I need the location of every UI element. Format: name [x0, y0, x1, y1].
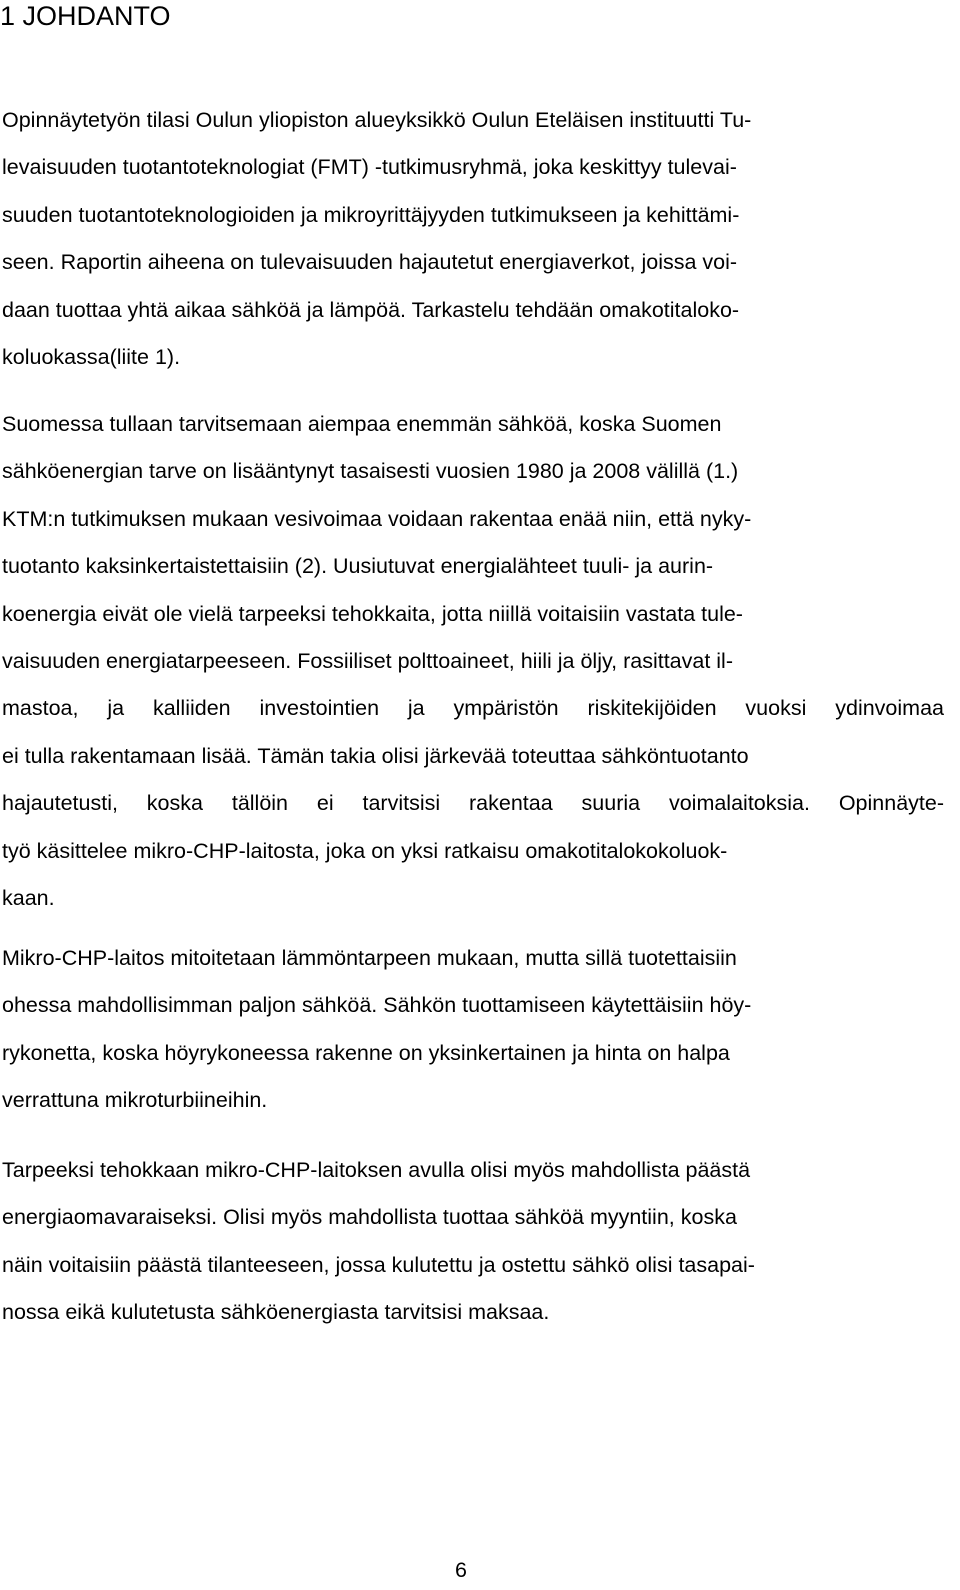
text-line: sähköenergian tarve on lisääntynyt tasaisesti vuosien 1980 ja 2008 välillä (1.) — [2, 459, 739, 484]
text-line: ohessa mahdollisimman paljon sähköä. Sähkön tuottamiseen käytettäisiin höy- — [2, 993, 752, 1018]
text-line: koenergia eivät ole vielä tarpeeksi tehokkaita, jotta niillä voitaisiin vastata tule- — [2, 601, 743, 626]
text-line: energiaomavaraiseksi. Olisi myös mahdollista tuottaa sähköä myyntiin, koska — [2, 1205, 737, 1230]
text-line: työ käsittelee mikro-CHP-laitosta, joka on yksi ratkaisu omakotitalokokoluok- — [2, 838, 728, 863]
text-line: KTM:n tutkimuksen mukaan vesivoimaa voidaan rakentaa enää niin, että nyky- — [2, 506, 752, 531]
text-line: Opinnäytetyön tilasi Oulun yliopiston alueyksikkö Oulun Eteläisen instituutti Tu- — [2, 108, 752, 132]
text-line: suuden tuotantoteknologioiden ja mikroyrittäjyyden tutkimukseen ja kehittämi- — [2, 202, 740, 227]
text-line: hajautetusti, koska tällöin ei tarvitsisi rakentaa suuria voimalaitoksia. Opinnäyte- — [2, 791, 944, 816]
text-line: tuotanto kaksinkertaistettaisiin (2). Uusiutuvat energialähteet tuuli- ja aurin- — [2, 554, 714, 579]
text-line: verrattuna mikroturbiineihin. — [2, 1088, 268, 1113]
text-line: seen. Raportin aiheena on tulevaisuuden hajautetut energiaverkot, joissa voi- — [2, 250, 738, 275]
text-line: vaisuuden energiatarpeeseen. Fossiiliset polttoaineet, hiili ja öljy, rasittavat il- — [2, 649, 733, 673]
text-line: daan tuottaa yhtä aikaa sähköä ja lämpöä. Tarkastelu tehdään omakotitaloko- — [2, 297, 740, 322]
text-line: näin voitaisiin päästä tilanteeseen, jossa kulutettu ja ostettu sähkö olisi tasapai- — [2, 1252, 755, 1277]
text-line: rykonetta, koska höyrykoneessa rakenne on yksinkertainen ja hinta on halpa — [2, 1040, 730, 1065]
page-number: 6 — [455, 1558, 467, 1582]
text-line: mastoa, ja kalliiden investointien ja ympäristön riskitekijöiden vuoksi ydinvoimaa — [2, 696, 944, 721]
text-line: kaan. — [2, 886, 55, 910]
text-line: Mikro-CHP-laitos mitoitetaan lämmöntarpeen mukaan, mutta sillä tuotettaisiin — [2, 946, 737, 970]
text-line: Tarpeeksi tehokkaan mikro-CHP-laitoksen avulla olisi myös mahdollista päästä — [2, 1158, 751, 1182]
text-line: Suomessa tullaan tarvitsemaan aiempaa enemmän sähköä, koska Suomen — [2, 412, 722, 436]
chapter-heading: 1 JOHDANTO — [0, 1, 171, 31]
text-line: nossa eikä kulutetusta sähköenergiasta tarvitsisi maksaa. — [2, 1300, 550, 1325]
text-line: koluokassa(liite 1). — [2, 345, 181, 369]
text-line: ei tulla rakentamaan lisää. Tämän takia olisi järkevää toteuttaa sähköntuotanto — [2, 743, 749, 768]
text-line: levaisuuden tuotantoteknologiat (FMT) -tutkimusryhmä, joka keskittyy tulevai- — [2, 155, 737, 180]
